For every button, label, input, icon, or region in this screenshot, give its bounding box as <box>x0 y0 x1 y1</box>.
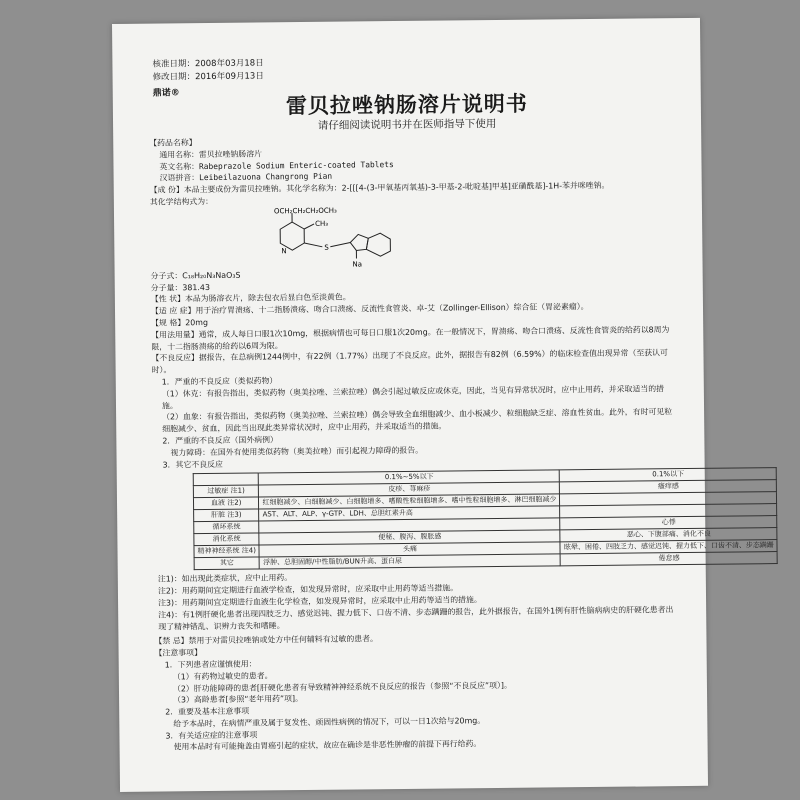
adverse-s1b: （2）血象：有报告指出，类似药物（奥美拉唑、兰索拉唑）偶会导致全血细胞减少、血小板减少、粒细胞缺乏症、溶血性贫血。此外，有时可见粒细胞减少、贫血，因此当出现此类异常状况时，应中止用药，并采取适当的措施。 <box>162 407 673 434</box>
precaution-2: 2．重要及基本注意事项 <box>165 706 250 717</box>
chemical-structure <box>150 203 673 270</box>
note-3: 注3)：用药期间宜定期进行血液生化学检查，如发现异常时，应采取中止用药等适当的措施。 <box>158 595 482 608</box>
english-name: 英文名称：Rabeprazole Sodium Enteric-coated Tablets <box>159 159 394 172</box>
precautions-heading: 【注意事项】 <box>154 648 202 658</box>
precaution-1b: （2）肝功能障碍的患者[肝硬化患者有导致精神神经系统不良反应的报告（参照“不良反应”项）]。 <box>172 680 512 693</box>
note-4: 注4)：有1例肝硬化患者出现四肢乏力、感觉迟钝、握力低下、口齿不清、步态蹒跚的报告，此外据报告，在国外1例有肝性脑病病史的肝硬化患者出现了精神错乱、识辨力丧失和嗜睡。 <box>158 604 674 632</box>
brand-logo: 鼎诺® <box>152 88 180 99</box>
adverse-table <box>193 467 778 570</box>
table-cell: 循环系统 <box>194 521 260 534</box>
methyl-label: CH₃ <box>315 219 329 228</box>
adverse-s1: 1．严重的不良反应（类似药物） <box>161 376 278 387</box>
adverse-intro: 【不良反应】据报告，在总病例1244例中，有22例（1.77%）出现了不良反应。此外，据报告有82例（6.59%）的临床检查值出现异常（至获认可时）。 <box>151 348 668 375</box>
table-cell: 肝脏 注3) <box>194 509 260 522</box>
table-cell: 消化系统 <box>194 533 260 546</box>
structure-diagram <box>240 205 461 269</box>
adverse-s1a: （1）休克：有报告指出，类似药物（奥美拉唑、兰索拉唑）偶会引起过敏反应或休克，因此，当见有异常状况时，应中止用药，并采取适当的措施。 <box>161 383 665 411</box>
dosage-text: 【用法用量】通常，成人每日口服1次10mg，根据病情也可每日口服1次20mg。在一般情况下，胃溃疡、吻合口溃疡、反流性食管炎的给药以8周为限，十二指肠溃疡的给药以6周为限。 <box>151 324 670 352</box>
table-cell: 红细胞减少、白细胞减少、白细胞增多、嗜酸性粒细胞增多、嗜中性粒细胞增多、淋巴细胞减少 <box>259 494 560 509</box>
note-1: 注1)：如出现此类症状，应中止用药。 <box>157 573 293 584</box>
sodium-label: Na <box>352 260 363 269</box>
leaflet-body <box>149 132 774 754</box>
table-cell: 倦怠感 <box>560 552 777 566</box>
precaution-3a: 使用本品时有可能掩盖由胃癌引起的症状，故应在确诊是非恶性肿瘤的前提下再行给药。 <box>173 739 482 752</box>
specification-text: 【规 格】20mg <box>151 317 208 328</box>
table-cell: 便秘、腹泻、腹胀感 <box>259 530 560 545</box>
precaution-3: 3．有关适应症的注意事项 <box>165 730 258 741</box>
svg-text:S: S <box>324 243 329 252</box>
indications-text: 【适 应 症】用于治疗胃溃疡、十二指肠溃疡、吻合口溃疡、反流性食管炎、卓-艾（Zollinger-Ellison）综合征（胃泌素瘤）。 <box>150 302 589 316</box>
precaution-1c: （3）高龄患者[参照“老年用药”项]。 <box>173 694 303 705</box>
drug-name-heading: 【药品名称】 <box>149 138 197 148</box>
ingredients-text: 【成 份】本品主要成份为雷贝拉唑钠。其化学名称为：2-[[[4-(3-甲氧基丙氧基)-3-甲基-2-吡啶基]甲基]亚磺酰基]-1H-苯并咪唑钠。 <box>149 180 610 195</box>
table-cell: 皮疹、荨麻疹 <box>259 482 560 497</box>
leaflet-paper <box>112 18 774 792</box>
molecular-weight: 分子量：381.43 <box>150 282 210 293</box>
table-cell: 血液 注2) <box>193 497 259 510</box>
adverse-s2a: 视力障碍：在国外有使用类似药物（奥美拉唑）而引起视力障碍的报告。 <box>170 445 424 458</box>
note-2: 注2)：用药期间宜定期进行血液学检查，如发现异常时，应采取中止用药等适当措施。 <box>157 583 459 596</box>
generic-name: 通用名称：雷贝拉唑钠肠溶片 <box>159 149 263 160</box>
revision-date: 修改日期：2016年09月13日 <box>152 71 264 83</box>
approval-date: 核准日期：2008年03月18日 <box>152 58 264 70</box>
table-cell: 头痛 <box>259 542 560 557</box>
substituent-label: OCH₂CH₂CH₂OCH₃ <box>273 206 337 216</box>
page-title: 雷贝拉唑钠肠溶片说明书 <box>285 90 528 119</box>
contraindications-text: 【禁 忌】禁用于对雷贝拉唑钠或处方中任何辅料有过敏的患者。 <box>154 634 378 646</box>
table-cell: 瘙痒感 <box>560 480 777 494</box>
table-cell: 心悸 <box>560 516 777 530</box>
pyridine-n: N <box>281 246 287 256</box>
molecular-formula: 分子式：C₁₈H₂₀N₃NaO₃S <box>150 270 241 281</box>
table-header <box>193 473 259 486</box>
table-cell: 眩晕、困倦、四肢乏力、感觉迟钝、握力低下、口齿不清、步态蹒跚 <box>560 540 777 554</box>
pinyin-name: 汉语拼音：Leibeilazuona Changrong Pian <box>159 172 333 183</box>
table-cell: 恶心、下腹部痛、消化不良 <box>560 528 777 542</box>
precaution-2a: 给予本品时，在病情严重及属于复发性、顽固性病例的情况下，可以一日1次给与20mg。 <box>173 716 486 729</box>
adverse-s2: 2．严重的不良反应（国外病例） <box>162 435 278 446</box>
table-header: 0.1%以下 <box>560 468 777 482</box>
precaution-1a: （1）有药物过敏史的患者。 <box>172 671 273 682</box>
properties-text: 【性 状】本品为肠溶衣片，除去包衣后显白色至淡黄色。 <box>150 292 351 304</box>
table-cell: 精神神经系统 注4) <box>194 545 260 558</box>
structure-label: 其化学结构式为： <box>149 196 214 207</box>
page-subtitle: 请仔细阅读说明书并在医师指导下使用 <box>317 117 497 132</box>
table-cell: 浮肿、总胆固醇/中性脂肪/BUN升高、蛋白尿 <box>260 554 561 569</box>
dates-block <box>152 57 264 84</box>
adverse-s3: 3．其它不良反应 <box>162 459 223 470</box>
table-header: 0.1%~5%以下 <box>259 470 560 485</box>
table-cell: 其它 <box>194 557 260 570</box>
table-cell: AST、ALT、ALP、γ-GTP、LDH、总胆红素升高 <box>259 506 560 521</box>
table-cell: 过敏症 注1) <box>193 485 259 498</box>
precaution-1: 1．下列患者应谨慎使用： <box>164 659 257 670</box>
